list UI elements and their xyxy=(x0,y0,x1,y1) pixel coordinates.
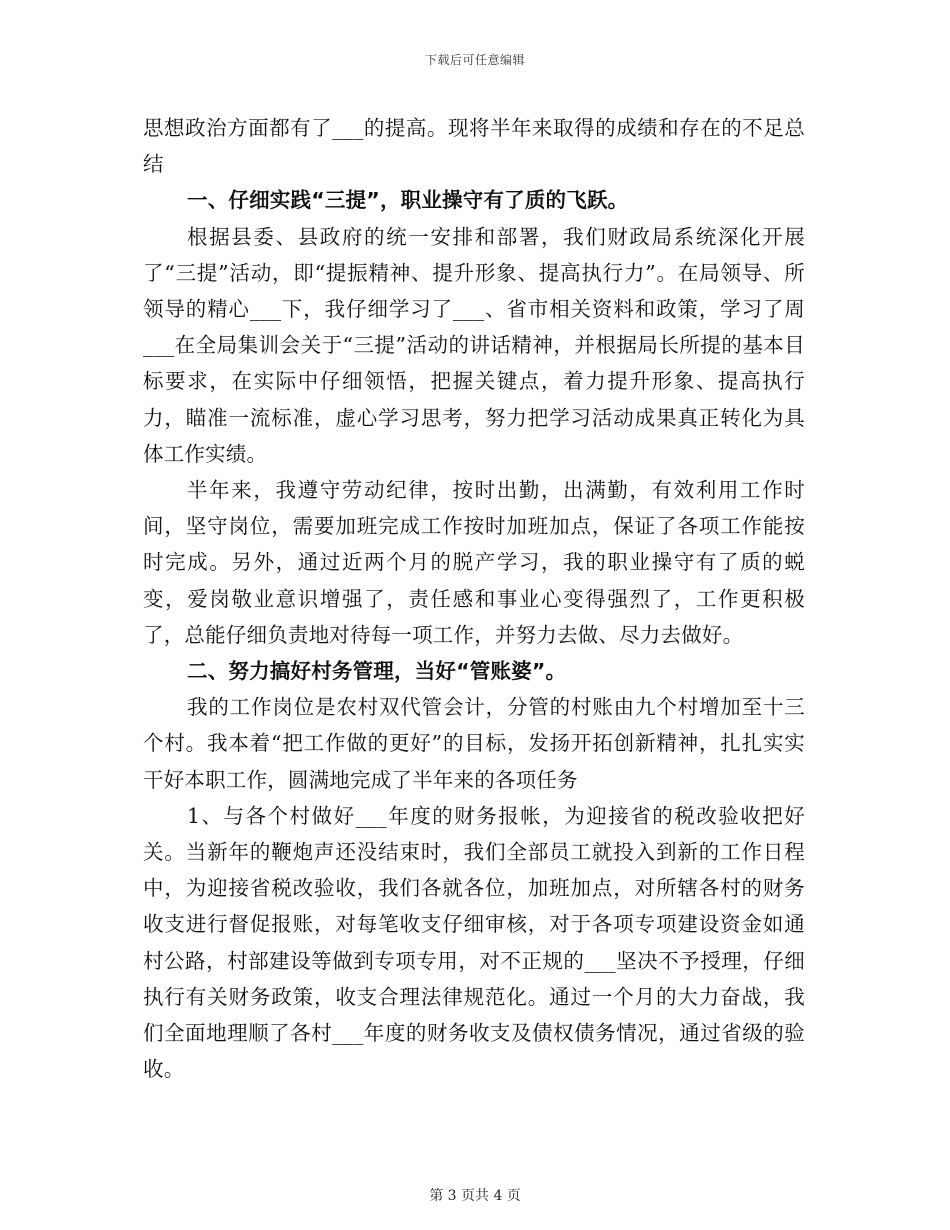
paragraph-three-ti-activity: 根据县委、县政府的统一安排和部署，我们财政局系统深化开展了“三提”活动，即“提振精神、提升形象、提高执行力”。在局领导、所领导的精心___下，我仔细学习了___、省市相关资料和政策，学习了周___在全局集训会关于“三提”活动的讲话精神，并根据局长所提的基本目标要求，在实际中仔细领悟，把握关键点，着力提升形象、提高执行力，瞄准一流标准，虚心学习思考，努力把学习活动成果真正转化为具体工作实绩。 xyxy=(143,224,805,466)
paragraph-continuation: 思想政治方面都有了___的提高。现将半年来取得的成绩和存在的不足总结 xyxy=(143,116,805,177)
page-header: 下载后可任意编辑 xyxy=(424,53,525,67)
section-heading-2: 二、努力搞好村务管理，当好“管账婆”。 xyxy=(187,659,567,684)
page-footer: 第 3 页共 4 页 xyxy=(429,1188,521,1204)
paragraph-item-1: 1、与各个村做好___年度的财务报帐，为迎接省的税改验收把好关。当新年的鞭炮声还没结束时，我们全部员工就投入到新的工作日程中，为迎接省税改验收，我们各就各位，加班加点，对所辖各村的财务收支进行督促报账，对每笔收支仔细审核，对于各项专项建设资金如通村公路，村部建设等做到专项专用，对不正规的___坚决不予授理，仔细执行有关财务政策，收支合理法律规范化。通过一个月的大力奋战，我们全面地理顺了各村___年度的财务收支及债权债务情况，通过省级的验收。 xyxy=(143,803,805,1082)
paragraph-work-discipline: 半年来，我遵守劳动纪律，按时出勤，出满勤，有效利用工作时间，坚守岗位，需要加班完成工作按时加班加点，保证了各项工作能按时完成。另外，通过近两个月的脱产学习，我的职业操守有了质的蜕变，爱岗敬业意识增强了，责任感和事业心变得强烈了，工作更积极了，总能仔细负责地对待每一项工作，并努力去做、尽力去做好。 xyxy=(143,478,805,647)
section-heading-1: 一、仔细实践“三提”，职业操守有了质的飞跃。 xyxy=(187,188,629,213)
paragraph-job-position: 我的工作岗位是农村双代管会计，分管的村账由九个村增加至十三个村。我本着“把工作做的更好”的目标，发扬开拓创新精神，扎扎实实干好本职工作，圆满地完成了半年来的各项任务 xyxy=(143,695,805,792)
document-body xyxy=(143,110,805,1087)
